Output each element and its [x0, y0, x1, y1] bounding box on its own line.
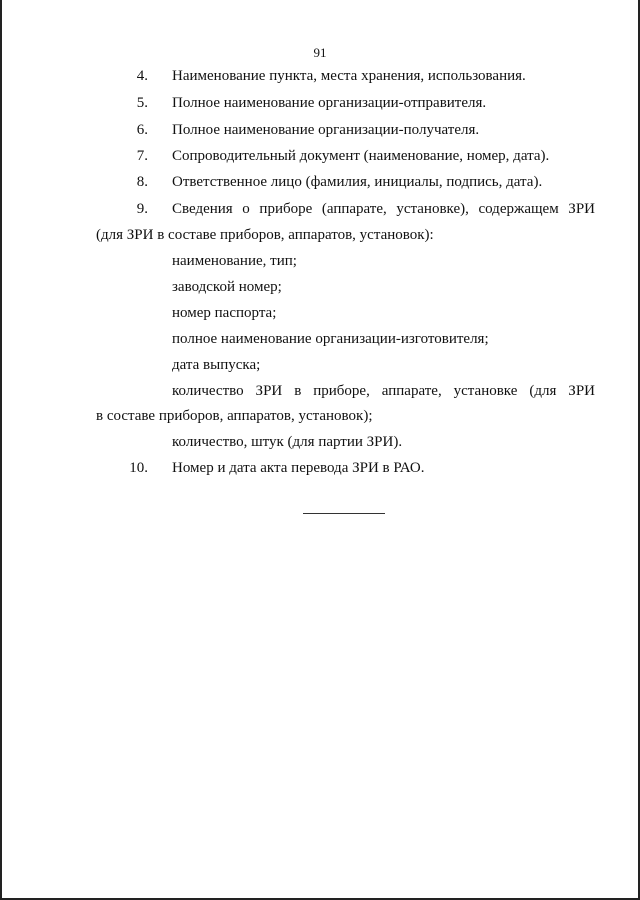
subitem-manufacturer: полное наименование организации-изготовителя;: [172, 331, 489, 347]
subitem-passport: номер паспорта;: [172, 305, 277, 321]
item-9-line-1: Сведения о приборе (аппарате, установке), содержащем ЗРИ: [172, 201, 595, 217]
item-number: 4.: [136, 68, 148, 84]
item-text: Номер и дата акта перевода ЗРИ в РАО.: [172, 460, 425, 476]
item-text: Сопроводительный документ (наименование, номер, дата).: [172, 148, 550, 164]
item-number: 5.: [136, 95, 148, 111]
item-number: 8.: [136, 174, 148, 190]
item-number: 10.: [129, 460, 148, 476]
subitem-pieces: количество, штук (для партии ЗРИ).: [172, 434, 403, 450]
page-number: 91: [313, 45, 327, 60]
subitem-serial: заводской номер;: [172, 279, 282, 295]
item-text: Полное наименование организации-отправителя.: [172, 95, 487, 111]
item-text: Наименование пункта, места хранения, использования.: [172, 68, 526, 84]
item-text: Ответственное лицо (фамилия, инициалы, подпись, дата).: [172, 174, 543, 190]
subitem-release-date: дата выпуска;: [172, 357, 261, 373]
end-separator-line: [303, 513, 385, 514]
item-text: Полное наименование организации-получателя.: [172, 122, 480, 138]
item-9-line-2: (для ЗРИ в составе приборов, аппаратов, установок):: [96, 227, 434, 243]
subitem-quantity-line-1: количество ЗРИ в приборе, аппарате, установке (для ЗРИ: [172, 383, 595, 399]
subitem-name-type: наименование, тип;: [172, 253, 297, 269]
item-number: 9.: [136, 201, 148, 217]
subitem-quantity-line-2: в составе приборов, аппаратов, установок);: [96, 408, 373, 424]
item-number: 7.: [136, 148, 148, 164]
item-number: 6.: [136, 122, 148, 138]
